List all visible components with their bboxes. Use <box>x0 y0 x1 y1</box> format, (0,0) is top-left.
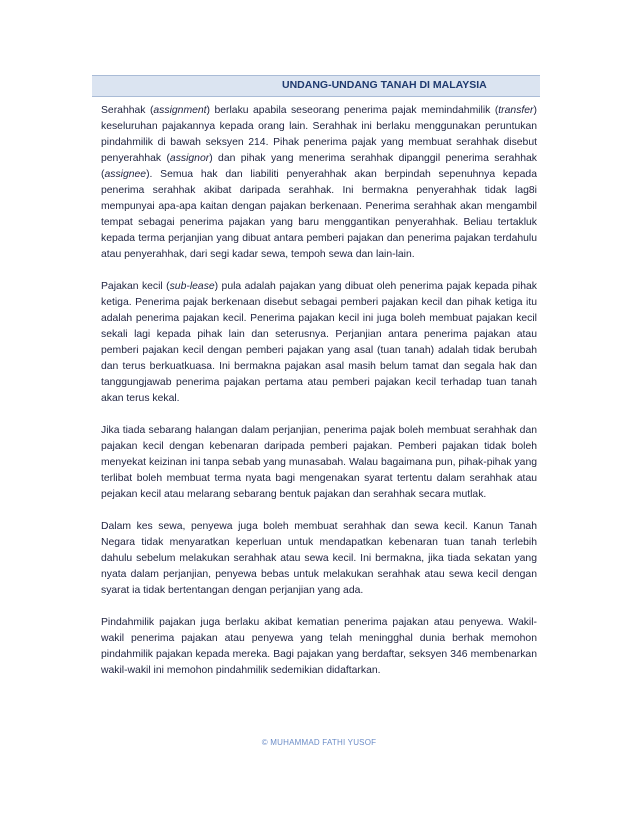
italic-term: assignor <box>169 153 210 164</box>
paragraph-3: Jika tiada sebarang halangan dalam perjanjian, penerima pajak boleh membuat serahhak dan pajakan kecil dengan kebenaran daripada pemberi pajakan. Pemberi pajakan tidak boleh menyekat keizinan ini tanpa sebab yang munasabah. Walau bagaimana pun, pihak-pihak yang terlibat boleh membuat terma nyata bagi mengenakan syarat tertentu dalam serahhak atau pejakan kecil atau melarang sebarang bentuk pajakan dan serahhak secara mutlak. <box>101 425 537 500</box>
italic-term: sub-lease <box>169 281 215 292</box>
paragraph-1: Serahhak (assignment) berlaku apabila seseorang penerima pajak memindahmilik (transfer) keseluruhan pajakannya kepada orang lain. Serahhak ini berlaku menggunakan peruntukan pindahmilik di bawah seksyen 214. Pihak penerima pajak yang membuat serahhak disebut penyerahhak (assignor) dan pihak yang menerima serahhak dipanggil penerima serahhak (assignee). Semua hak dan liabiliti penyerahhak akan berpindah sepenuhnya kepada penerima serahhak akibat daripada serahhak. Ini bermakna penyerahhak tidak lag8i mempunyai apa-apa kaitan dengan pajakan berkenaan. Penerima serahhak akan mengambil tempat sebagai penerima pajakan yang baru menggantikan penyerahhak. Beliau tertakluk kepada terma perjanjian yang dibuat antara pemberi pajakan dan penerima pajakan terdahulu atau penyerahhak, dari segi kadar sewa, tempoh sewa dan lain-lain. <box>101 105 537 260</box>
header-bar <box>92 75 540 97</box>
footer-copyright: © MUHAMMAD FATHI YUSOF <box>261 738 377 747</box>
italic-term: assignment <box>153 105 207 116</box>
italic-term: assignee <box>104 169 147 180</box>
body-text <box>101 103 537 695</box>
paragraph-5: Pindahmilik pajakan juga berlaku akibat kematian penerima pajakan atau penyewa. Wakil-wakil penerima pajakan atau penyewa yang telah meningghal dunia berhak memohon pindahmilik pajakan kepada mereka. Bagi pajakan yang berdaftar, seksyen 346 membenarkan wakil-wakil ini memohon pindahmilik sedemikian didaftarkan. <box>101 617 537 676</box>
paragraph-2: Pajakan kecil (sub-lease) pula adalah pajakan yang dibuat oleh penerima pajak kepada pihak ketiga. Penerima pajak berkenaan disebut sebagai pemberi pajakan kecil dan pihak ketiga itu adalah penerima pajakan kecil. Penerima pajakan kecil ini juga boleh membuat pajakan kecil sekali lagi kepada pihak lain dan seterusnya. Perjanjian antara penerima pajakan atau pemberi pajakan kecil dengan pemberi pajakan yang asal (tuan tanah) adalah tidak berubah dan terus berkuatkuasa. Ini bermakna pajakan asal masih belum tamat dan segala hak dan tanggungjawab penerima pajakan pertama atau pemberi pajakan kecil terhadap tuan tanah akan terus kekal. <box>101 281 537 404</box>
italic-term: transfer <box>498 105 534 116</box>
page-title: UNDANG-UNDANG TANAH DI MALAYSIA <box>282 79 487 91</box>
paragraph-4: Dalam kes sewa, penyewa juga boleh membuat serahhak dan sewa kecil. Kanun Tanah Negara tidak menyaratkan keperluan untuk mendapatkan kebenaran tuan tanah terlebih dahulu sebelum melakukan serahhak atau sewa kecil. Ini bermakna, jika tiada sekatan yang nyata dalam perjanjian, penyewa bebas untuk melakukan serahhak atau sewa kecil dengan syarat ia tidak bertentangan dengan perjanjian yang ada. <box>101 521 537 596</box>
